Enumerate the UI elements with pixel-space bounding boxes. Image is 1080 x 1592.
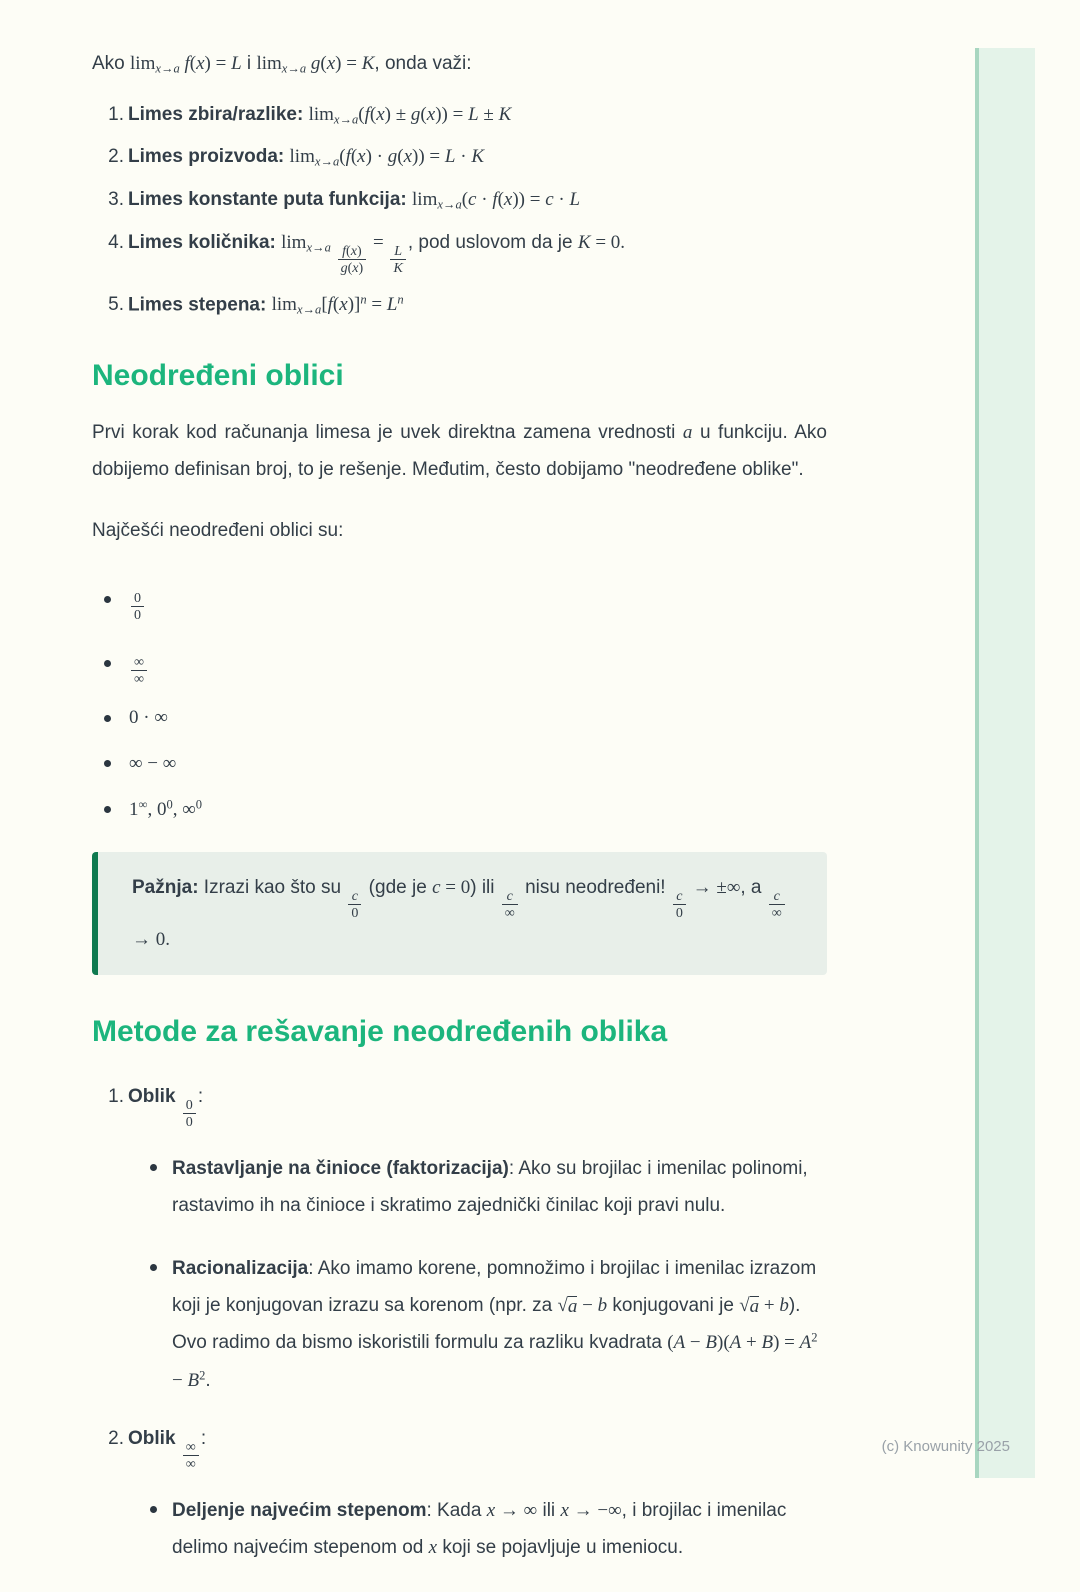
limit-rules-list: [92, 101, 827, 319]
method-bullet-text: Deljenje najvećim stepenom: Kada x → ∞ ili x → −∞, i brojilac i imenilac delimo najvećim stepenom od x koji se pojavljuje u imeniocu.: [172, 1499, 787, 1558]
method-label-row: [102, 1083, 827, 1130]
form-expression: $\frac{0}{0}$: [129, 576, 146, 623]
item-number: 2.: [108, 1427, 124, 1449]
section-title-neodredjeni-oblici: Neodređeni oblici: [92, 358, 344, 392]
method-bullet: [150, 1492, 827, 1566]
method-bullet-text: Racionalizacija: Ako imamo korene, pomnožimo i brojilac i imenilac izrazom koji je konjugovan izrazu sa korenom (npr. za √ a − b konjugovani je √ a + b). Ovo radimo da bismo iskoristili formulu za razliku kvadrata $(A - B)(A + B) = A^2 - B^2$.: [172, 1258, 818, 1391]
copyright-watermark: (c) Knowunity 2025: [881, 1438, 1010, 1455]
limit-rule-item: [102, 229, 827, 276]
document-page: [92, 50, 827, 1592]
limit-rule-item: [102, 101, 827, 129]
item-number: 3.: [108, 188, 124, 210]
method-label: Oblik $\frac{0}{0}$ :: [128, 1085, 204, 1131]
limit-rule-item: [102, 291, 827, 319]
method-bullet: [150, 1150, 827, 1224]
limit-rule-text: Limes proizvoda: limx→a(f(x) · g(x)) = L · K: [128, 146, 484, 169]
form-item: [104, 704, 827, 733]
limit-rule-item: [102, 186, 827, 214]
methods-list: [92, 1083, 827, 1566]
form-expression: $\frac{\infty}{\infty}$: [129, 640, 149, 687]
method-bullet: [150, 1250, 827, 1398]
intro-line: Ako limx→a f(x) = L i limx→a g(x) = K, onda važi:: [92, 53, 472, 76]
method-label: Oblik $\frac{\infty}{\infty}$ :: [128, 1427, 207, 1472]
form-expression: 0 · ∞: [129, 707, 168, 729]
item-number: 4.: [108, 231, 124, 253]
limit-rule-item: [102, 143, 827, 171]
paragraph-forms-lead: Najčešći neodređeni oblici su:: [92, 520, 344, 542]
limit-rule-text: Limes količnika: limx→a $\frac{f(x)}{g(x)}$ = $\frac{L}{K}$ , pod uslovom da je K = 0.: [128, 231, 626, 276]
method-label-row: [102, 1425, 827, 1472]
item-number: 1.: [108, 103, 124, 125]
item-number: 2.: [108, 146, 124, 168]
method-bullet-text: Rastavljanje na činioce (faktorizacija): Ako su brojilac i imenilac polinomi, rastavimo ih na činioce i skratimo zajednički činilac koji pravi nulu.: [172, 1158, 808, 1217]
item-number: 1.: [108, 1085, 124, 1107]
method-item: [102, 1083, 827, 1399]
section-title-metode: Metode za rešavanje neodređenih oblika: [92, 1015, 668, 1049]
indeterminate-forms-list: [92, 576, 827, 824]
right-edge-stripe: [975, 48, 1035, 1478]
limit-rule-text: Limes konstante puta funkcija: limx→a(c · f(x)) = c · L: [128, 188, 581, 212]
form-item: [104, 795, 827, 824]
form-expression: 1∞, $0^0$, ∞$^0$: [129, 797, 203, 820]
method-sub-list: [102, 1150, 827, 1398]
limit-rule-text: Limes stepena: $\lim x\to a[f(x)]^n = L^n$: [128, 292, 404, 317]
limit-rule-text: Limes zbira/razlike: limx→a(f(x) ± g(x)) = L ± K: [128, 103, 512, 126]
form-item: [104, 640, 827, 687]
form-item: [104, 750, 827, 779]
form-expression: ∞ − ∞: [129, 752, 177, 774]
paragraph-direct-substitution: Prvi korak kod računanja limesa je uvek direktna zamena vrednosti a u funkciju. Ako dobijemo definisan broj, to je rešenje. Međutim, često dobijamo "neodređene oblike".: [92, 422, 828, 481]
attention-callout: [92, 852, 827, 975]
method-sub-list: [102, 1492, 827, 1566]
form-item: [104, 576, 827, 623]
item-number: 5.: [108, 294, 124, 316]
attention-callout-text: Pažnja: Izrazi kao što su $\frac{c}{0}$ (gde je c = 0) ili $\frac{c}{\infty}$ nisu neodređeni! $\frac{c}{0}$ → ±∞, a $\frac{c}{\infty}$ → 0.: [132, 869, 799, 958]
method-item: [102, 1425, 827, 1566]
